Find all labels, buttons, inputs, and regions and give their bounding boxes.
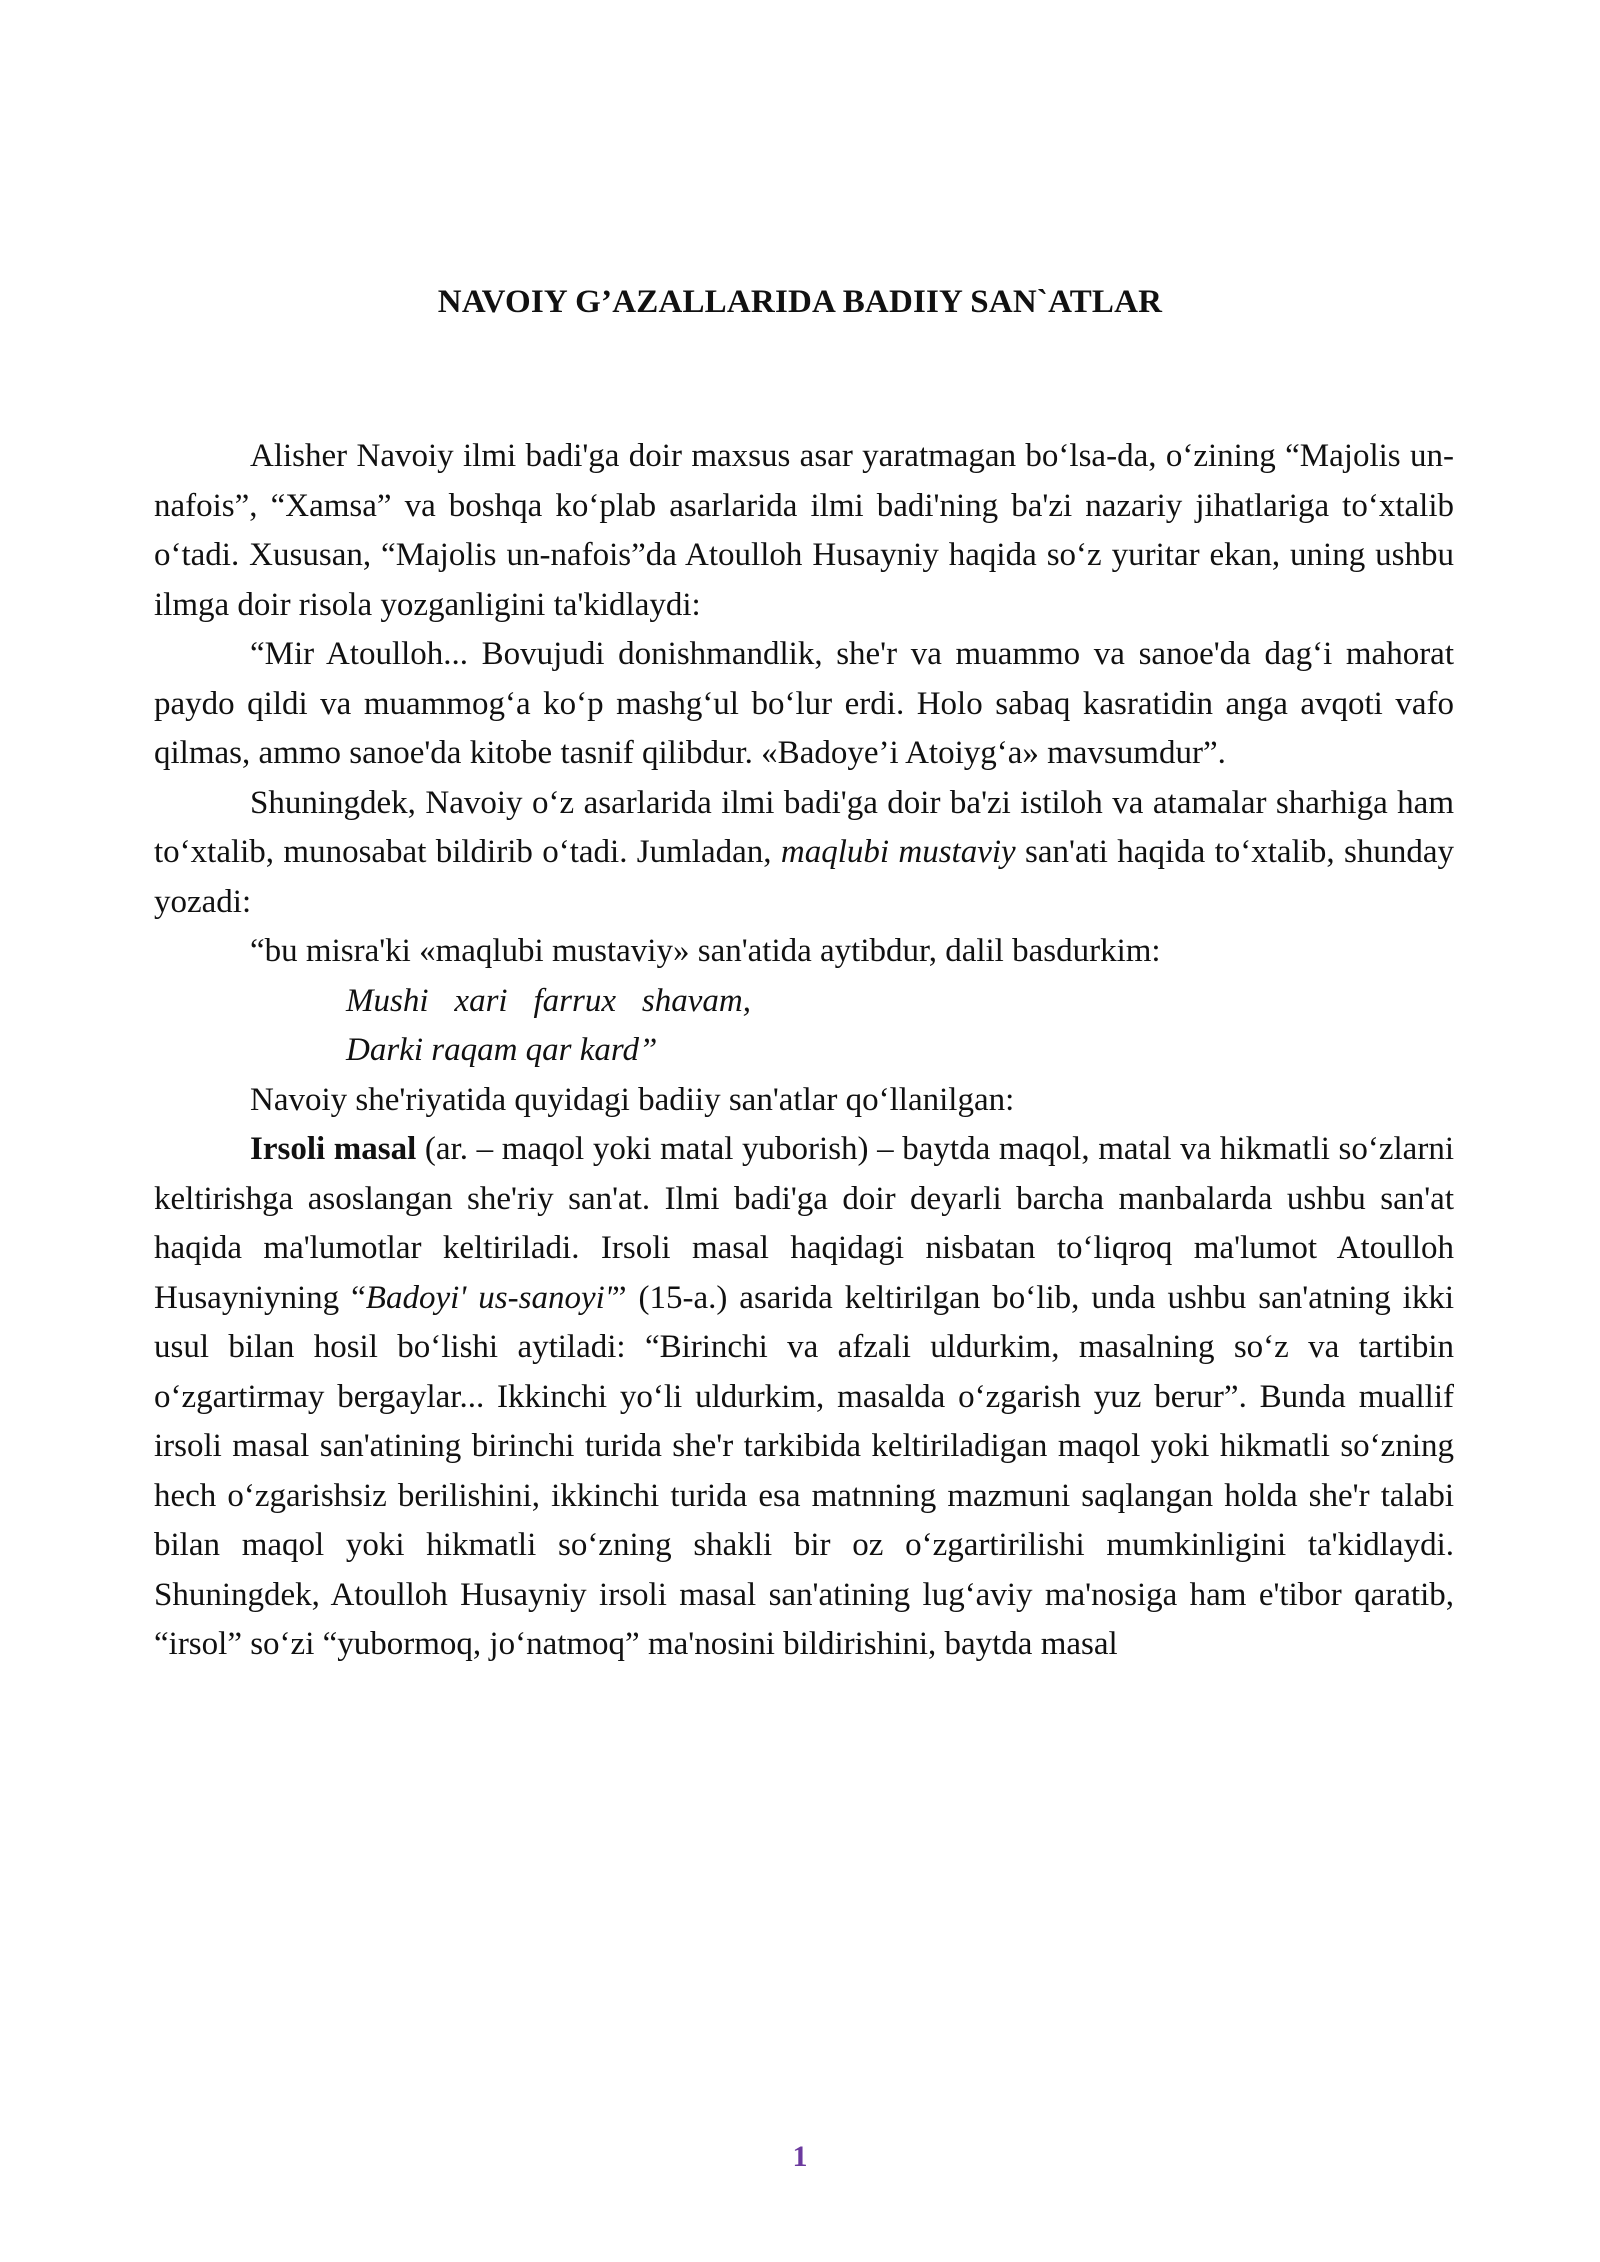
paragraph-text: Shuningdek, Navoiy o‘z asarlarida ilmi badi'ga doir ba'zi istiloh va atamalar sharhiga ham to‘xtalib, munosabat bildirib o‘tadi. Jumladan,: [154, 784, 1454, 870]
page-number: 1: [792, 2140, 808, 2173]
term-irsoli-masal: Irsoli masal: [250, 1131, 417, 1167]
paragraph-text: san'ati haqida to‘xtalib, shunday yozadi:: [154, 834, 1454, 920]
paragraph-irsoli-masal: [154, 1125, 1454, 1670]
paragraph-list-intro: Navoiy she'riyatida quyidagi badiiy san'atlar qo‘llanilgan:: [250, 1081, 1015, 1118]
book-title-badoyi: Badoyi' us-sanoyi': [365, 1279, 612, 1316]
document-body: [154, 432, 1454, 1670]
paragraph-text: ” (15-a.) asarida keltirilgan bo‘lib, unda ushbu san'atning ikki usul bilan hosil bo‘lishi aytiladi: “Birinchi va afzali uldurkim, masalning so‘z va tartibin o‘zgartirmay bergaylar... Ikkinchi yo‘li uldurkim, masalda o‘zgarish yuz berur”. Bunda muallif irsoli masal san'atining birinchi turida she'r tarkibida keltiriladigan maqol yoki hikmatli so‘zning hech o‘zgarishsiz berilishini, ikkinchi turida esa matnning mazmuni saqlangan holda she'r talabi bilan maqol yoki hikmatli so‘zning shakli bir oz o‘zgartirilishi mumkinligini ta'kidlaydi. Shuningdek, Atoulloh Husayniy irsoli masal san'atining lug‘aviy ma'nosiga ham e'tibor qaratib, “irsol” so‘zi “yubormoq, jo‘natmoq” ma'nosini bildirishini, baytda masal: [154, 1279, 1455, 1662]
verse-quote: Mushi xari farrux shavam, Darki raqam qar kard”: [346, 982, 751, 1068]
paragraph-intro: Alisher Navoiy ilmi badi'ga doir maxsus asar yaratmagan bo‘lsa-da, o‘zining “Majolis un-nafois”, “Xamsa” va boshqa ko‘plab asarlarida ilmi badi'ning ba'zi nazariy jihatlariga to‘xtalib o‘tadi. Xususan, “Majolis un-nafois”da Atoulloh Husayniy haqida so‘z yuritar ekan, uning ushbu ilmga doir risola yozganligini ta'kidlaydi:: [154, 438, 1454, 623]
term-maqlubi-mustaviy: maqlubi mustaviy: [780, 834, 1016, 870]
paragraph-quote-misra: “bu misra'ki «maqlubi mustaviy» san'atida aytibdur, dalil basdurkim:: [250, 933, 1161, 969]
paragraph-quote-atoulloh: “Mir Atoulloh... Bovujudi donishmandlik, she'r va muammo va sanoe'da dag‘i mahorat paydo qildi va muammog‘a ko‘p mashg‘ul bo‘lur erdi. Holo sabaq kasratidin anga avqoti vafo qilmas, ammo sanoe'da kitobe tasnif qilibdur. «Badoye’i Atoiyg‘a» mavsumdur”.: [154, 636, 1454, 771]
paragraph-maqlubi-mustaviy: [154, 779, 1454, 928]
document-title: NAVOIY G’AZALLARIDA BADIIY SAN`ATLAR: [437, 284, 1163, 320]
paragraph-text: (ar. – maqol yoki matal yuborish) – baytda maqol, matal va hikmatli so‘zlarni keltirishga asoslangan she'riy san'at. Ilmi badi'ga doir deyarli barcha manbalarda ushbu san'at haqida ma'lumotlar keltiriladi. Irsoli masal haqidagi nisbatan to‘liqroq ma'lumot Atoulloh Husayniyning “: [154, 1131, 1454, 1316]
